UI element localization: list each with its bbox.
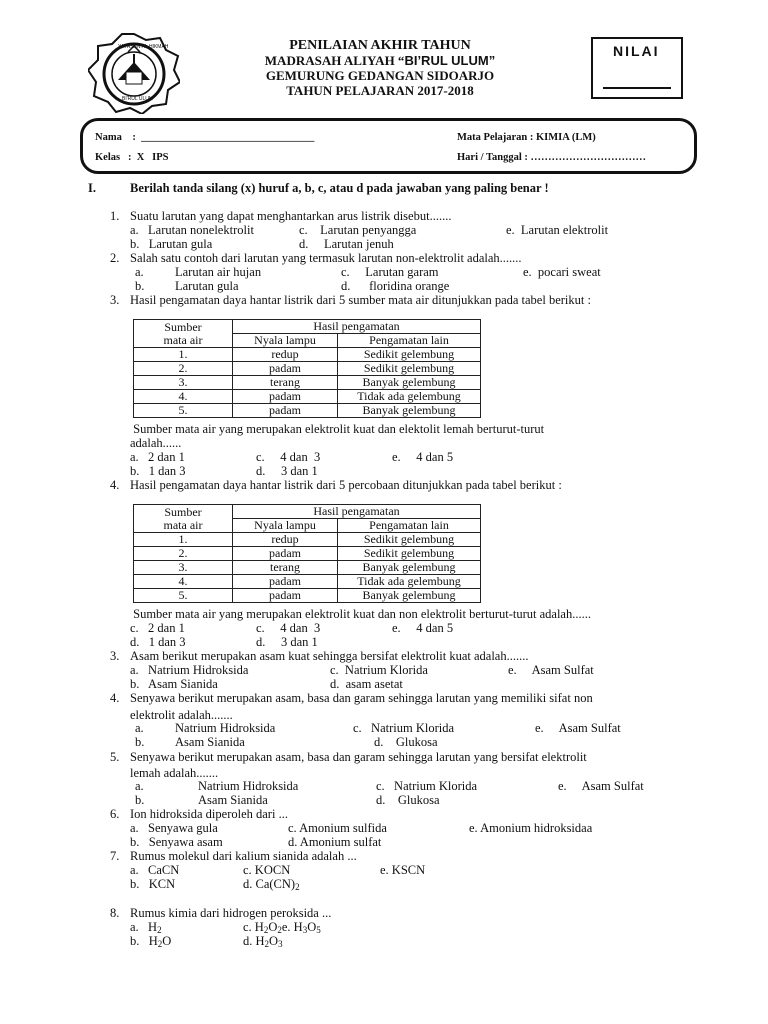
table-header-row [134,320,481,334]
question-number: 6. [110,807,120,821]
option-d[interactable]: d. Glukosa [374,735,438,749]
option-e[interactable]: e. Asam Sulfat [508,663,594,677]
option-d[interactable]: d. 3 dan 1 [256,635,318,649]
option-b[interactable]: Asam Sianida [198,793,268,807]
question-text-cont: elektrolit adalah....... [130,708,233,722]
option-c[interactable]: c. 4 dan 3 [256,450,321,464]
header-lain: Pengamatan lain [338,519,481,533]
option-d[interactable]: d. 3 dan 1 [256,464,318,478]
option-b[interactable]: b. 1 dan 3 [130,464,186,478]
option-b[interactable]: b. Asam Sianida [130,677,218,691]
question-text: Senyawa berikut merupakan asam, basa dan garam sehingga larutan yang bersifat elektrolit [130,750,587,764]
question-number: 3. [110,293,120,307]
score-box [591,37,683,99]
question-text: Rumus molekul dari kalium sianida adalah ... [130,849,357,863]
option-a[interactable]: a. 2 dan 1 [130,450,185,464]
option-c[interactable]: c. Larutan garam [341,265,439,279]
header-hasil: Hasil pengamatan [233,505,481,519]
option-d[interactable]: d. Glukosa [376,793,440,807]
question-number: 4. [110,478,120,492]
option-d[interactable]: d. $Ca(CN)_2$ [243,877,300,892]
document-header [185,38,575,98]
option-e[interactable]: e. $H_3O_5$ [281,920,321,935]
header-sumber: Sumber mata air [134,505,233,533]
table-row: 5. padam Banyak gelembung [134,589,481,603]
option-e[interactable]: e. pocari sweat [523,265,601,279]
question-number: 2. [110,251,120,265]
option-a[interactable]: c. 2 dan 1 [130,621,185,635]
option-b[interactable]: Asam Sianida [175,735,245,749]
option-a[interactable]: a. Natrium Hidroksida [130,663,249,677]
option-a[interactable]: Natrium Hidroksida [175,721,276,735]
question-number: 5. [110,750,120,764]
option-a[interactable]: Natrium Hidroksida [198,779,299,793]
option-e[interactable]: e. KSCN [380,863,426,877]
table-header-row [134,505,481,519]
option-a-letter: a. [135,265,144,279]
header-sumber: Sumber mata air [134,320,233,348]
question-text: Asam berikut merupakan asam kuat sehingga bersifat elektrolit kuat adalah....... [130,649,529,663]
option-c[interactable]: c. KOCN [243,863,291,877]
class-field: Kelas : X IPS [95,152,169,163]
table-row: 3. terang Banyak gelembung [134,376,481,390]
header-lain: Pengamatan lain [338,334,481,348]
option-c[interactable]: c. Larutan penyangga [299,223,417,237]
logo-text-top: YAYASAN AL HIKMAH [118,44,169,50]
question-number: 4. [110,691,120,705]
option-b-letter: b. [135,793,145,807]
option-c[interactable]: c. Natrium Klorida [353,721,455,735]
question-followup: Sumber mata air yang merupakan elektrolit kuat dan non elektrolit berturut-turut adalah...... [130,607,591,621]
header-nyala: Nyala lampu [233,334,338,348]
option-e[interactable]: e. Larutan elektrolit [506,223,609,237]
option-b[interactable]: b. KCN [130,877,176,891]
question-text: Salah satu contoh dari larutan yang termasuk larutan non-elektrolit adalah....... [130,251,522,265]
option-d[interactable]: d. $H_2O_3$ [243,934,283,949]
name-field[interactable]: Nama : _________________________________ [95,132,315,143]
option-b-letter: b. [135,279,145,293]
question-text: Rumus kimia dari hidrogen peroksida ... [130,906,332,920]
table-row: 5. padam Banyak gelembung [134,404,481,418]
header-hasil: Hasil pengamatan [233,320,481,334]
question-followup: Sumber mata air yang merupakan elektrolit kuat dan elektolit lemah berturut-turut [130,422,545,436]
question-number: 1. [110,209,120,223]
option-d[interactable]: d. Amonium sulfat [288,835,382,849]
question-text: Hasil pengamatan daya hantar listrik dari 5 sumber mata air ditunjukkan pada tabel berikut : [130,293,591,307]
option-a[interactable]: a. $H_2$ [130,920,162,935]
logo-text-bottom: BI'RUL ULUM [122,96,154,102]
option-c[interactable]: c. Natrium Klorida [376,779,478,793]
option-b[interactable]: b. $H_2O$ [130,934,172,949]
option-a[interactable]: Larutan air hujan [175,265,262,279]
header-nyala: Nyala lampu [233,519,338,533]
option-c[interactable]: c. $H_2O_2e$. $H_3O_5$ [243,920,321,935]
academic-year: TAHUN PELAJARAN 2017-2018 [286,83,474,98]
question-number: 7. [110,849,120,863]
section-number: I. [88,181,96,195]
question-followup: adalah...... [130,436,182,450]
question-text-cont: lemah adalah....... [130,766,219,780]
date-field[interactable]: Hari / Tanggal : …………………………… [457,152,647,163]
observation-table [133,319,481,418]
option-b-letter: b. [135,735,145,749]
option-a-letter: a. [135,779,144,793]
option-d[interactable]: d. Larutan jenuh [299,237,394,251]
question-text: Hasil pengamatan daya hantar listrik dari 5 percobaan ditunjukkan pada tabel berikut : [130,478,562,492]
table-row: 4. padam Tidak ada gelembung [134,390,481,404]
option-e[interactable]: e. 4 dan 5 [392,450,454,464]
option-c[interactable]: c. Natrium Klorida [330,663,428,677]
question-number: 3. [110,649,120,663]
table-row: 1. redup Sedikit gelembung [134,348,481,362]
option-b[interactable]: Larutan gula [175,279,239,293]
option-b[interactable]: d. 1 dan 3 [130,635,186,649]
student-identity-box [80,118,697,174]
option-e[interactable]: e. Asam Sulfat [558,779,644,793]
section-instruction: Berilah tanda silang (x) huruf a, b, c, atau d pada jawaban yang paling benar ! [130,181,549,195]
school-address: GEMURUNG GEDANGAN SIDOARJO [265,68,495,83]
school-name: MADRASAH ALIYAH “BI’RUL ULUM” [264,53,496,68]
option-c[interactable]: c. 4 dan 3 [256,621,321,635]
option-a-letter: a. [135,721,144,735]
subject-field: Mata Pelajaran : KIMIA (LM) [457,132,596,143]
exam-title: PENILAIAN AKHIR TAHUN [289,38,471,53]
observation-table [133,504,481,603]
question-text: Ion hidroksida diperoleh dari ... [130,807,288,821]
table-row: 2. padam Sedikit gelembung [134,547,481,561]
option-b[interactable]: b. Senyawa asam [130,835,223,849]
option-e[interactable]: e. Asam Sulfat [535,721,621,735]
table-row: 2. padam Sedikit gelembung [134,362,481,376]
table-row: 1. redup Sedikit gelembung [134,533,481,547]
option-d[interactable]: d. asam asetat [330,677,403,691]
question-text: Suatu larutan yang dapat menghantarkan arus listrik disebut....... [130,209,452,223]
option-e[interactable]: e. 4 dan 5 [392,621,454,635]
option-e[interactable]: e. Amonium hidroksidaa [469,821,593,835]
question-number: 8. [110,906,120,920]
score-label: NILAI [613,43,660,59]
score-line [603,87,671,89]
question-text: Senyawa berikut merupakan asam, basa dan garam sehingga larutan yang memiliki sifat non [130,691,593,705]
option-b[interactable]: b. Larutan gula [130,237,213,251]
table-row: 3. terang Banyak gelembung [134,561,481,575]
school-logo [88,32,180,114]
option-a[interactable]: a. Larutan nonelektrolit [130,223,254,237]
option-c[interactable]: c. Amonium sulfida [288,821,387,835]
table-row: 4. padam Tidak ada gelembung [134,575,481,589]
option-a[interactable]: a. CaCN [130,863,180,877]
option-d[interactable]: d. floridina orange [341,279,450,293]
option-a[interactable]: a. Senyawa gula [130,821,218,835]
